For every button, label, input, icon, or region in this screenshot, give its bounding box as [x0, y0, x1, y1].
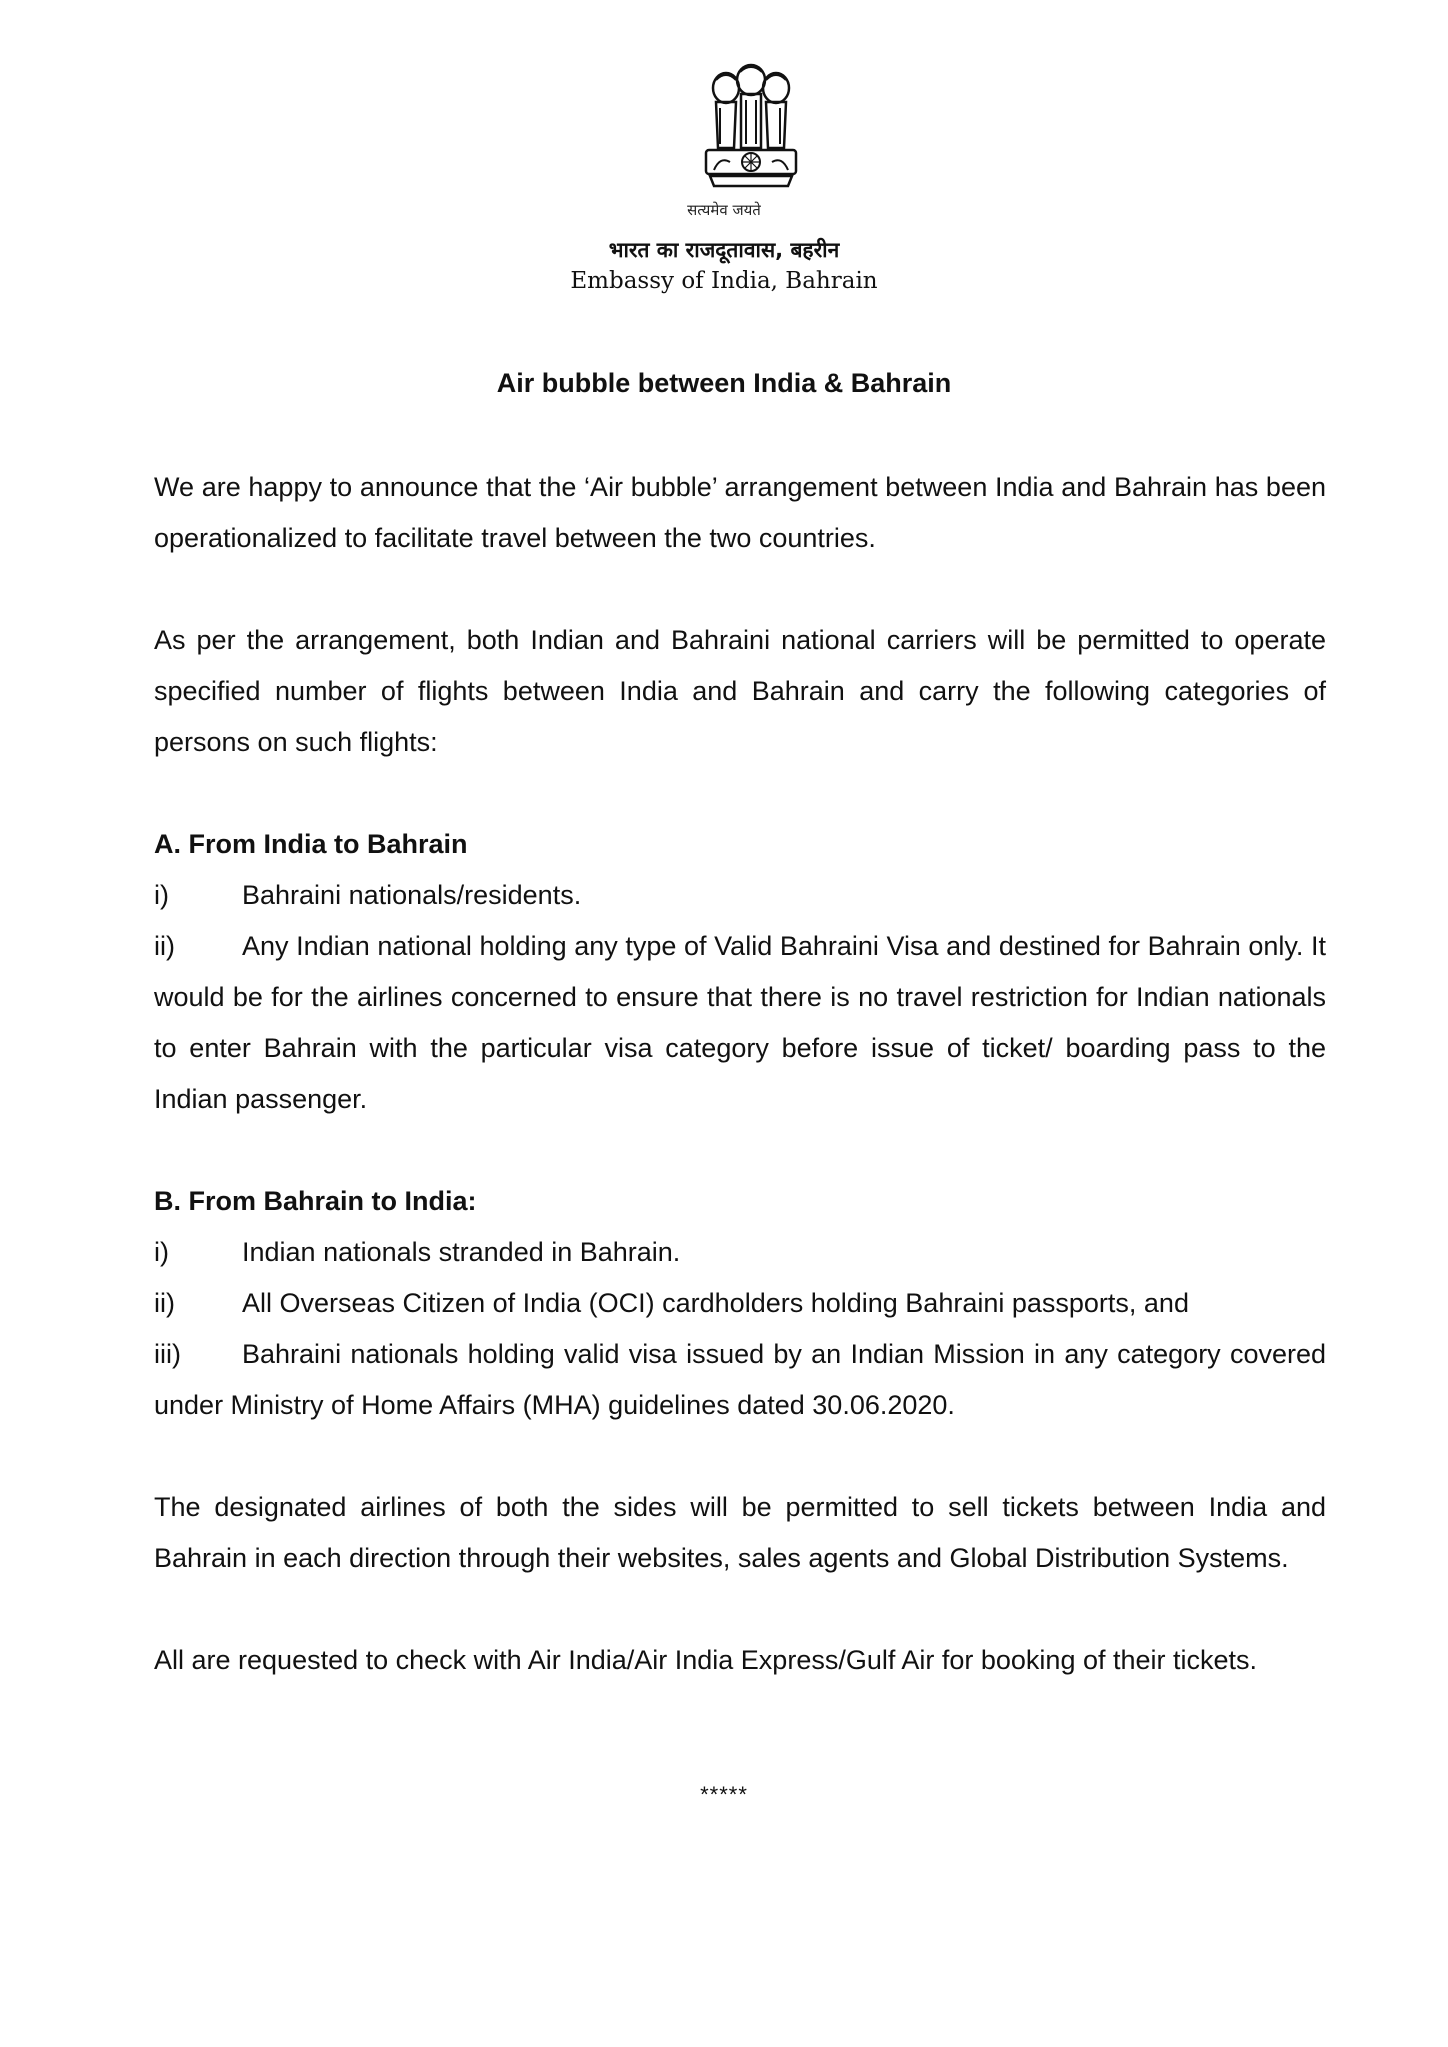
- list-item-text: Indian nationals stranded in Bahrain.: [242, 1237, 681, 1267]
- list-item: [154, 921, 1326, 1125]
- end-mark: *****: [700, 1782, 748, 1807]
- list-item: [154, 1329, 1326, 1431]
- section-a-heading: A. From India to Bahrain: [154, 829, 468, 859]
- national-motto: सत्यमेव जयते: [687, 201, 761, 219]
- list-item-text: Any Indian national holding any type of Valid Bahraini Visa and destined for Bahrain only. It would be for the airlines concerned to ensure that there is no travel restriction for Indian nationals to enter Bahrain with the particular visa category before issue of ticket/ boarding pass to the Indian passenger.: [154, 931, 1326, 1114]
- list-item-number: ii): [154, 931, 175, 961]
- list-item-text: Bahraini nationals/residents.: [242, 880, 582, 910]
- list-item-number: i): [154, 1237, 169, 1267]
- list-item-number: i): [154, 880, 169, 910]
- list-item: [154, 1278, 1326, 1329]
- arrangement-paragraph: As per the arrangement, both Indian and Bahraini national carriers will be permitted to operate specified number of flights between India and Bahrain and carry the following categories of persons on such flights:: [154, 625, 1326, 757]
- list-item-number: iii): [154, 1339, 181, 1369]
- intro-paragraph: We are happy to announce that the ‘Air bubble’ arrangement between India and Bahrain has been operationalized to facilitate travel between the two countries.: [154, 472, 1326, 553]
- list-item-text: All Overseas Citizen of India (OCI) cardholders holding Bahraini passports, and: [242, 1288, 1189, 1318]
- document-body: [154, 462, 1326, 1686]
- list-item: [154, 1227, 1326, 1278]
- embassy-name-hindi: भारत का राजदूतावास, बहरीन: [608, 238, 840, 262]
- booking-paragraph: All are requested to check with Air India/Air India Express/Gulf Air for booking of their tickets.: [154, 1645, 1258, 1675]
- list-item-number: ii): [154, 1288, 175, 1318]
- national-emblem-icon: [696, 58, 806, 198]
- embassy-name: Embassy of India, Bahrain: [570, 268, 878, 294]
- section-b-heading: B. From Bahrain to India:: [154, 1186, 477, 1216]
- document-title: Air bubble between India & Bahrain: [496, 368, 952, 398]
- list-item: [154, 870, 1326, 921]
- tickets-paragraph: The designated airlines of both the sides will be permitted to sell tickets between India and Bahrain in each direction through their websites, sales agents and Global Distribution Systems.: [154, 1492, 1326, 1573]
- list-item-text: Bahraini nationals holding valid visa issued by an Indian Mission in any category covered under Ministry of Home Affairs (MHA) guidelines dated 30.06.2020.: [154, 1339, 1326, 1420]
